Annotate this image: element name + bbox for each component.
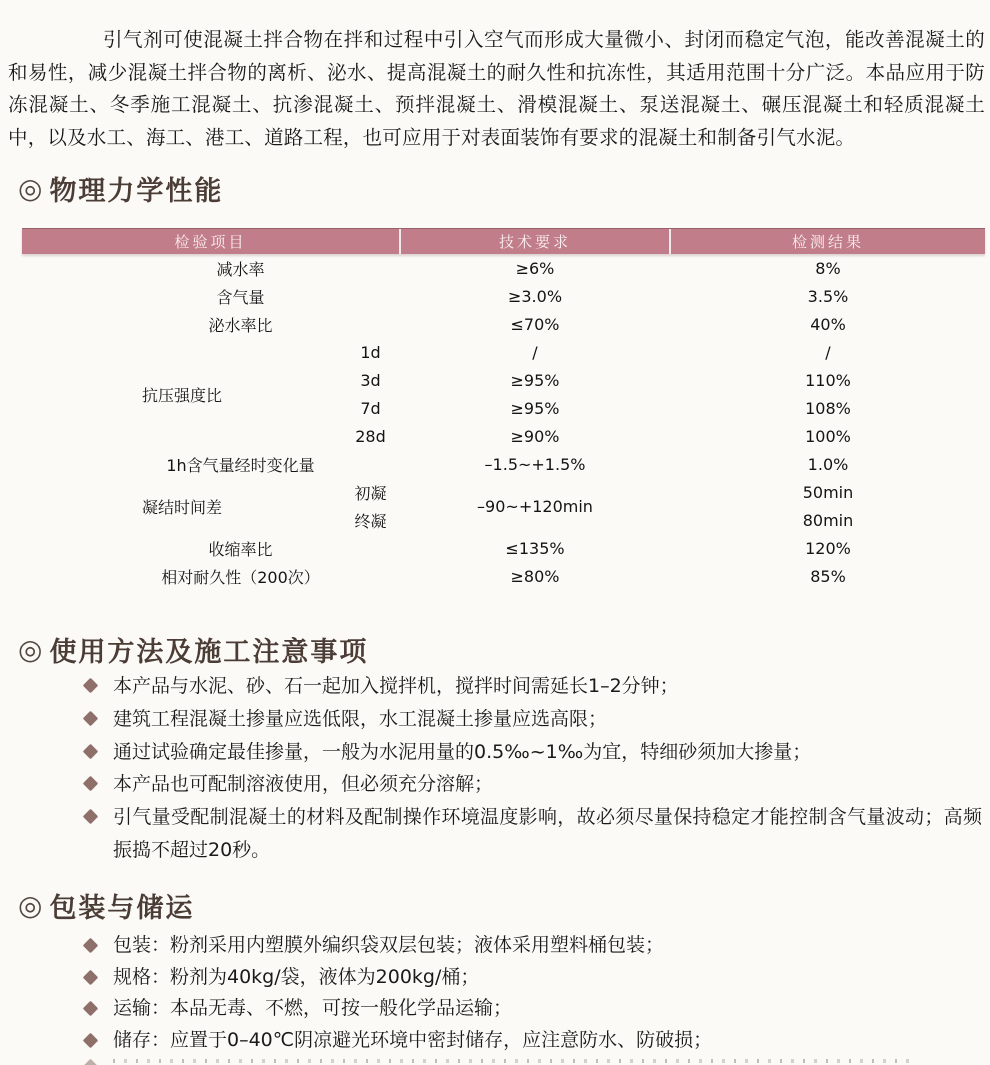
- table-body: [22, 254, 985, 590]
- bullet-item: [84, 1025, 982, 1057]
- cell-requirement: ≥80%: [510, 566, 560, 586]
- bullet-text: 规格：粉剂为40kg/袋，液体为200kg/桶；: [113, 965, 480, 988]
- cell-age: 7d: [360, 398, 381, 418]
- cell-result: 85%: [810, 566, 846, 586]
- bullet-item: [84, 670, 982, 703]
- section-title: 物理力学性能: [49, 175, 224, 207]
- column-header-item: 检验项目: [174, 233, 247, 251]
- cell-requirement: ≥90%: [510, 426, 560, 446]
- cell-result: 110%: [805, 370, 851, 390]
- section-heading-physical-properties: [18, 170, 223, 206]
- bullet-text: 本产品与水泥、砂、石一起加入搅拌机，搅拌时间需延长1–2分钟；: [113, 675, 679, 697]
- cell-requirement: ≤70%: [510, 314, 560, 334]
- cell-phase: 终凝: [354, 511, 387, 531]
- section-bullseye-icon: ◎: [18, 888, 43, 922]
- table-row-air-content: [22, 282, 985, 310]
- bullet-text: 引气量受配制混凝土的材料及配制操作环境温度影响，故必须尽量保持稳定才能控制含气量波动；高频振捣不超过20秒。: [113, 806, 982, 861]
- section-heading-usage-instructions: [18, 631, 368, 667]
- diamond-bullet-icon: [83, 969, 99, 985]
- cell-item: 收缩率比: [208, 539, 273, 559]
- cell-result: 120%: [805, 538, 851, 558]
- bullet-text: 包装：粉剂采用内塑膜外编织袋双层包装；液体采用塑料桶包装；: [113, 934, 665, 956]
- cell-item: 含气量: [216, 287, 265, 307]
- cell-requirement: –1.5~+1.5%: [484, 454, 586, 474]
- section-title: 使用方法及施工注意事项: [49, 636, 369, 668]
- group-label-compressive-strength: 抗压强度比: [141, 385, 222, 405]
- bullet-item: [84, 703, 982, 736]
- cell-result: /: [825, 342, 831, 362]
- cell-requirement: ≥95%: [510, 398, 560, 418]
- group-label-setting-time: 凝结时间差: [141, 497, 222, 517]
- section-bullseye-icon: ◎: [18, 632, 43, 666]
- truncated-bottom-line-remnant: [84, 1057, 924, 1065]
- table-row-shrinkage-ratio: [22, 534, 985, 562]
- cell-item: 减水率: [216, 259, 265, 279]
- intro-paragraph: 引气剂可使混凝土拌合物在拌和过程中引入空气而形成大量微小、封闭而稳定气泡，能改善混凝土的和易性，减少混凝土拌合物的离析、泌水、提高混凝土的耐久性和抗冻性，其适用范围十分广泛。本品应用于防冻混凝土、冬季施工混凝土、抗渗混凝土、预拌混凝土、滑模混凝土、泵送混凝土、碾压混凝土和轻质混凝土中，以及水工、海工、港工、道路工程，也可应用于对表面装饰有要求的混凝土和制备引气水泥。: [8, 28, 985, 149]
- section-heading-packing-storage: [18, 887, 194, 923]
- table-row-bleeding-ratio: [22, 310, 985, 338]
- cell-requirement: ≥6%: [515, 258, 555, 278]
- diamond-bullet-icon: [84, 1059, 98, 1065]
- clipped-text-smudge: [113, 1059, 913, 1063]
- cell-requirement: ≥95%: [510, 370, 560, 390]
- diamond-bullet-icon: [83, 776, 99, 792]
- cell-result: 40%: [810, 314, 846, 334]
- diamond-bullet-icon: [83, 1032, 99, 1048]
- section-bullseye-icon: ◎: [18, 171, 43, 205]
- bullet-item: [84, 736, 982, 769]
- cell-result: 1.0%: [807, 454, 849, 474]
- bullet-item: [84, 801, 982, 867]
- cell-age: 3d: [360, 370, 381, 390]
- cell-result: 108%: [805, 398, 851, 418]
- cell-requirement-span: –90~+120min: [477, 496, 593, 516]
- bullet-text: 储存：应置于0–40℃阴凉避光环境中密封储存，应注意防水、防破损；: [113, 1028, 713, 1051]
- cell-item: 泌水率比: [208, 315, 273, 335]
- bullet-text: 本产品也可配制溶液使用，但必须充分溶解；: [113, 773, 494, 796]
- bullet-text: 建筑工程混凝土掺量应选低限，水工混凝土掺量应选高限；: [113, 707, 608, 730]
- table-group-compressive-strength: [22, 338, 985, 450]
- diamond-bullet-icon: [83, 743, 99, 759]
- cell-requirement: /: [532, 342, 538, 362]
- bullet-item: [84, 768, 982, 801]
- diamond-bullet-icon: [83, 678, 99, 694]
- cell-age: 1d: [360, 342, 381, 362]
- bullet-item: [84, 930, 982, 962]
- cell-requirement: ≥3.0%: [507, 286, 563, 306]
- bullet-item: [84, 962, 982, 994]
- cell-result: 100%: [805, 426, 851, 446]
- table-row-relative-durability: [22, 562, 985, 590]
- cell-requirement: ≤135%: [505, 538, 565, 558]
- packing-bullet-list: [84, 930, 982, 1056]
- cell-result: 80min: [802, 510, 854, 530]
- bullet-text: 通过试验确定最佳掺量，一般为水泥用量的0.5‰~1‰为宜，特细砂须加大掺量；: [113, 740, 812, 763]
- cell-item: 相对耐久性（200次）: [161, 567, 320, 587]
- diamond-bullet-icon: [83, 809, 99, 825]
- cell-phase: 初凝: [354, 483, 387, 503]
- section-title: 包装与储运: [49, 892, 195, 924]
- table-row-water-reduction: [22, 254, 985, 282]
- diamond-bullet-icon: [83, 938, 99, 954]
- cell-result: 3.5%: [807, 286, 849, 306]
- cell-result: 50min: [802, 482, 854, 502]
- table-header-row: [22, 228, 985, 254]
- diamond-bullet-icon: [83, 1001, 99, 1017]
- table-row-air-content-change-1h: [22, 450, 985, 478]
- bullet-text: 运输：本品无毒、不燃，可按一般化学品运输；: [113, 997, 513, 1019]
- usage-bullet-list: [84, 670, 982, 867]
- performance-table: [22, 228, 985, 590]
- bullet-item: [84, 993, 982, 1025]
- cell-age: 28d: [355, 426, 386, 446]
- diamond-bullet-icon: [83, 711, 99, 727]
- table-group-setting-time-difference: [22, 478, 985, 534]
- cell-item: 1h含气量经时变化量: [166, 455, 315, 475]
- cell-result: 8%: [815, 258, 841, 278]
- column-header-result: 检测结果: [791, 233, 864, 251]
- column-header-requirement: 技术要求: [399, 229, 671, 254]
